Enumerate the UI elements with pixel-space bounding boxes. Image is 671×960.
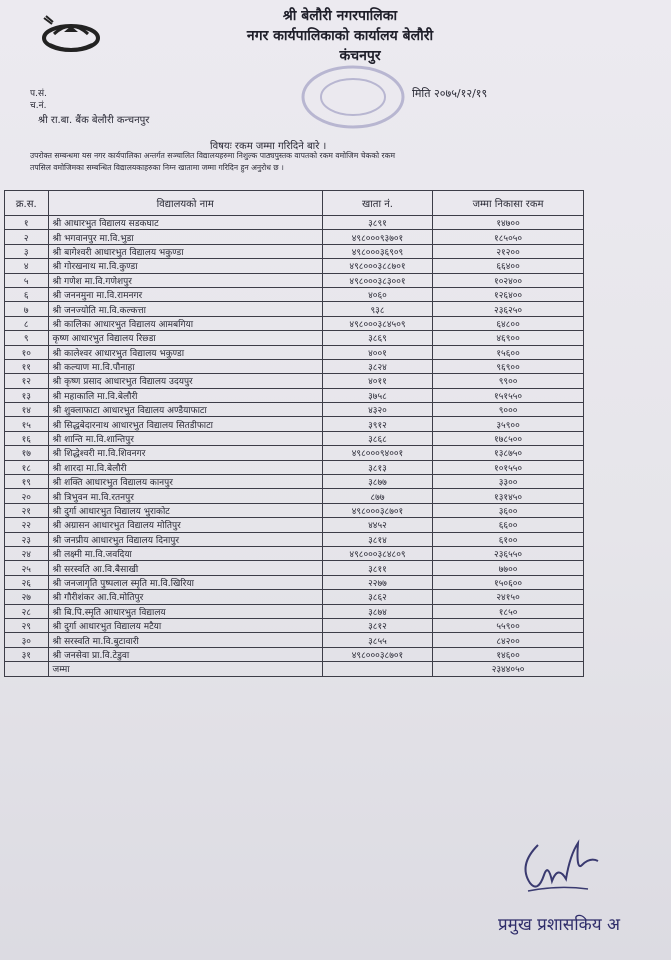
row-amount: ३३०० <box>433 475 584 489</box>
row-school-name: श्री शिद्धेश्वरी मा.वि.शिवनगर <box>48 446 322 460</box>
row-school-name: श्री शान्ति मा.वि.शान्तिपुर <box>48 431 322 445</box>
table-row <box>5 518 584 532</box>
row-account-number: ३८११ <box>322 561 432 575</box>
table-row <box>5 575 584 589</box>
row-school-name: कृष्ण आधारभुत विद्यालय रिछ्डा <box>48 331 322 345</box>
row-school-name: श्री गोरखनाथ मा.वि.कुण्डा <box>48 259 322 273</box>
row-amount: १२६४०० <box>433 287 584 301</box>
row-account-number: ४०६० <box>322 287 432 301</box>
row-school-name: श्री कृष्ण प्रसाद आधारभुत विद्यालय उदयपुर <box>48 374 322 388</box>
row-account-number: ४९८०००३८३००१ <box>322 273 432 287</box>
row-amount: ३५९०० <box>433 417 584 431</box>
signatory-designation: प्रमुख प्रशासकिय अ <box>498 915 620 935</box>
row-serial: १३ <box>5 388 49 402</box>
table-row <box>5 259 584 273</box>
row-account-number: ४९८०००३८४५०९ <box>322 316 432 330</box>
row-account-number: ४९८०००३६९०९ <box>322 244 432 258</box>
row-school-name: श्री सिद्धबेदारनाथ आधारभुत विद्यालय सितडीफाटा <box>48 417 322 431</box>
row-account-number: ४९८०००३८४८०९ <box>322 546 432 560</box>
row-school-name: श्री कल्याण मा.वि.पौनाहा <box>48 359 322 373</box>
row-account-number: ४९८०००३८७०१ <box>322 647 432 661</box>
table-row <box>5 633 584 647</box>
row-amount: ९००० <box>433 403 584 417</box>
body-line: तपसिल वमोजिमका सम्बन्धित विद्यालयकाहरुका निम्न खातामा जम्मा गरिदिन हुन अनुरोध छ । <box>30 163 284 172</box>
table-row <box>5 532 584 546</box>
table-row <box>5 417 584 431</box>
row-account-number: ३८१४ <box>322 532 432 546</box>
municipality-emblem-icon <box>36 10 106 54</box>
row-account-number: २२७७ <box>322 575 432 589</box>
total-row <box>5 662 584 676</box>
row-amount: २३६५५० <box>433 546 584 560</box>
row-account-number: ४९८०००९३७०१ <box>322 230 432 244</box>
table-row <box>5 316 584 330</box>
row-amount: १३८७५० <box>433 446 584 460</box>
district-name: कंचनपुर <box>339 48 381 64</box>
row-serial: २० <box>5 489 49 503</box>
table-row <box>5 388 584 402</box>
row-school-name: श्री कालिका आधारभुत विद्यालय आमबगिया <box>48 316 322 330</box>
row-amount: ४६९०० <box>433 331 584 345</box>
letter-subject: विषयः रकम जम्मा गरिदिने बारे । <box>210 141 327 152</box>
row-account-number: ३८१२ <box>322 618 432 632</box>
row-school-name: श्री बागेश्वरी आधारभुत विद्यालय भकुण्डा <box>48 244 322 258</box>
row-serial: १४ <box>5 403 49 417</box>
row-amount: १५०६०० <box>433 575 584 589</box>
row-account-number: ३८६८ <box>322 431 432 445</box>
row-school-name: श्री त्रिभुवन मा.वि.रतनपुर <box>48 489 322 503</box>
row-account-number: ४३२० <box>322 403 432 417</box>
row-school-name: श्री आधारभुत विद्यालय सडकघाट <box>48 216 322 230</box>
row-amount: ६४८०० <box>433 316 584 330</box>
table-row <box>5 359 584 373</box>
row-account-number: ४९८०००९४००१ <box>322 446 432 460</box>
row-serial: २२ <box>5 518 49 532</box>
row-account-number: ३८६२ <box>322 590 432 604</box>
row-serial: ४ <box>5 259 49 273</box>
dispatch-number: च.नं. <box>30 101 47 111</box>
row-serial: ३१ <box>5 647 49 661</box>
row-serial: १५ <box>5 417 49 431</box>
table-row <box>5 287 584 301</box>
row-amount: १५६०० <box>433 345 584 359</box>
office-stamp-icon <box>298 62 408 132</box>
row-serial: १२ <box>5 374 49 388</box>
row-school-name: श्री जनजागृति पुष्पलाल स्मृति मा.वि.खिरिया <box>48 575 322 589</box>
row-school-name: श्री कालेश्वर आधारभुत विद्यालय भकुण्डा <box>48 345 322 359</box>
table-row <box>5 503 584 517</box>
table-row <box>5 475 584 489</box>
header-account-number: खाता नं. <box>322 191 432 216</box>
row-serial: २ <box>5 230 49 244</box>
header-serial: क्र.स. <box>5 191 49 216</box>
header-amount: जम्मा निकासा रकम <box>433 191 584 216</box>
total-label: जम्मा <box>48 662 322 676</box>
row-school-name: श्री गौरीशंकर आ.वि.मोतिपुर <box>48 590 322 604</box>
addressee: श्री रा.बा. बैंक बेलौरी कन्चनपुर <box>38 115 150 126</box>
municipality-name: श्री बेलौरी नगरपालिका <box>282 8 398 24</box>
body-line: उपरोक्त सम्बन्धमा यस नगर कार्यपालिका अन्तर्गत सञ्चालित विद्यालयहरुमा निशुल्क पाठ्यपुस्तक वापतको रकम वमोजिम चेकको रकम <box>30 151 395 160</box>
row-amount: ९६९०० <box>433 359 584 373</box>
row-account-number: ३८२४ <box>322 359 432 373</box>
row-amount: १७८५०० <box>433 431 584 445</box>
row-school-name: श्री शक्ति आधारभुत विद्यालय कानपुर <box>48 475 322 489</box>
table-row <box>5 546 584 560</box>
row-account-number: ८७७ <box>322 489 432 503</box>
row-account-number: ४००१ <box>322 345 432 359</box>
row-serial: ९ <box>5 331 49 345</box>
row-account-number: ३८६९ <box>322 331 432 345</box>
letter-body <box>30 150 650 174</box>
row-serial: १० <box>5 345 49 359</box>
row-serial: ८ <box>5 316 49 330</box>
row-amount: २१२०० <box>433 244 584 258</box>
total-empty-cell <box>322 662 432 676</box>
total-value: २३४४०५० <box>433 662 584 676</box>
table-row <box>5 230 584 244</box>
row-amount: ९९०० <box>433 374 584 388</box>
row-amount: १०१५५० <box>433 460 584 474</box>
row-amount: ६१०० <box>433 532 584 546</box>
table-row <box>5 216 584 230</box>
table-row <box>5 647 584 661</box>
table-row <box>5 374 584 388</box>
table-row <box>5 446 584 460</box>
table-row <box>5 345 584 359</box>
signature-icon <box>508 835 608 897</box>
row-amount: १३१४५० <box>433 489 584 503</box>
table-row <box>5 244 584 258</box>
table-row <box>5 489 584 503</box>
table-row <box>5 431 584 445</box>
table-row <box>5 403 584 417</box>
table-row <box>5 331 584 345</box>
row-serial: २५ <box>5 561 49 575</box>
row-amount: ६६०० <box>433 518 584 532</box>
row-serial: ३० <box>5 633 49 647</box>
letter-date: मिति २०७५/१२/१९ <box>412 87 488 100</box>
row-serial: २७ <box>5 590 49 604</box>
row-serial: १ <box>5 216 49 230</box>
row-school-name: श्री महाकालि मा.वि.बेलौरी <box>48 388 322 402</box>
letter-reference: प.सं. <box>30 89 47 99</box>
row-account-number: ३९१२ <box>322 417 432 431</box>
row-account-number: ४०११ <box>322 374 432 388</box>
row-amount: १०२४०० <box>433 273 584 287</box>
row-amount: २३६२५० <box>433 302 584 316</box>
row-school-name: श्री जनज्योति मा.वि.कल्कत्ता <box>48 302 322 316</box>
row-account-number: ९३८ <box>322 302 432 316</box>
row-amount: ३६०० <box>433 503 584 517</box>
row-school-name: श्री भगवानपुर मा.वि.भुडा <box>48 230 322 244</box>
row-amount: १८५०५० <box>433 230 584 244</box>
row-school-name: श्री शारदा मा.वि.बेलौरी <box>48 460 322 474</box>
row-school-name: श्री जनप्रीय आधारभुत विद्यालय दिनापुर <box>48 532 322 546</box>
row-serial: २८ <box>5 604 49 618</box>
row-account-number: ३८९१ <box>322 216 432 230</box>
row-serial: २१ <box>5 503 49 517</box>
row-account-number: ३७५८ <box>322 388 432 402</box>
row-school-name: श्री दुर्गा आधारभुत विद्यालय मटैया <box>48 618 322 632</box>
row-serial: ३ <box>5 244 49 258</box>
table-row <box>5 273 584 287</box>
row-account-number: ४९८०००३८७०१ <box>322 503 432 517</box>
row-school-name: श्री दुर्गा आधारभुत विद्यालय भुराकोट <box>48 503 322 517</box>
row-amount: ८४२०० <box>433 633 584 647</box>
row-school-name: श्री जननमुना मा.वि.रामनगर <box>48 287 322 301</box>
row-serial: २९ <box>5 618 49 632</box>
total-empty-cell <box>5 662 49 676</box>
office-name: नगर कार्यपालिकाको कार्यालय बेलौरी <box>246 28 434 44</box>
row-serial: ६ <box>5 287 49 301</box>
row-school-name: श्री शुक्लाफाटा आधारभुत विद्यालय अण्डैयाफाटा <box>48 403 322 417</box>
row-account-number: ३८१३ <box>322 460 432 474</box>
table-row <box>5 590 584 604</box>
row-school-name: श्री लक्ष्मी मा.वि.जवदिया <box>48 546 322 560</box>
table-row <box>5 618 584 632</box>
row-school-name: श्री अग्रासन आधारभुत विद्यालय मोतिपुर <box>48 518 322 532</box>
row-account-number: ४९८०००३८८७०१ <box>322 259 432 273</box>
table-row <box>5 561 584 575</box>
row-serial: २४ <box>5 546 49 560</box>
row-serial: ११ <box>5 359 49 373</box>
row-amount: १४७०० <box>433 216 584 230</box>
row-amount: ७७०० <box>433 561 584 575</box>
row-amount: १८५० <box>433 604 584 618</box>
row-serial: २६ <box>5 575 49 589</box>
table-header-row <box>5 191 584 216</box>
row-school-name: श्री बि.पि.स्मृति आधारभुत विद्यालय <box>48 604 322 618</box>
table-row <box>5 604 584 618</box>
row-account-number: ३८७७ <box>322 475 432 489</box>
row-serial: १७ <box>5 446 49 460</box>
row-serial: १८ <box>5 460 49 474</box>
row-amount: १५१५५० <box>433 388 584 402</box>
row-school-name: श्री जनसेवा प्रा.वि.टेडुवा <box>48 647 322 661</box>
row-amount: १४६०० <box>433 647 584 661</box>
table-row <box>5 460 584 474</box>
row-account-number: ३८५५ <box>322 633 432 647</box>
row-amount: २४१५० <box>433 590 584 604</box>
table-row <box>5 302 584 316</box>
row-amount: ५५९०० <box>433 618 584 632</box>
row-amount: ६६४०० <box>433 259 584 273</box>
row-school-name: श्री गणेश मा.वि.गणेशपुर <box>48 273 322 287</box>
row-serial: १६ <box>5 431 49 445</box>
row-serial: २३ <box>5 532 49 546</box>
row-account-number: ३८७४ <box>322 604 432 618</box>
row-account-number: ४४५२ <box>322 518 432 532</box>
row-serial: ५ <box>5 273 49 287</box>
header-school-name: विद्यालयको नाम <box>48 191 322 216</box>
row-school-name: श्री सरस्वति मा.वि.बुटावारी <box>48 633 322 647</box>
school-payment-table <box>4 190 584 677</box>
row-serial: १९ <box>5 475 49 489</box>
row-serial: ७ <box>5 302 49 316</box>
row-school-name: श्री सरस्वति आ.वि.बैसाखी <box>48 561 322 575</box>
